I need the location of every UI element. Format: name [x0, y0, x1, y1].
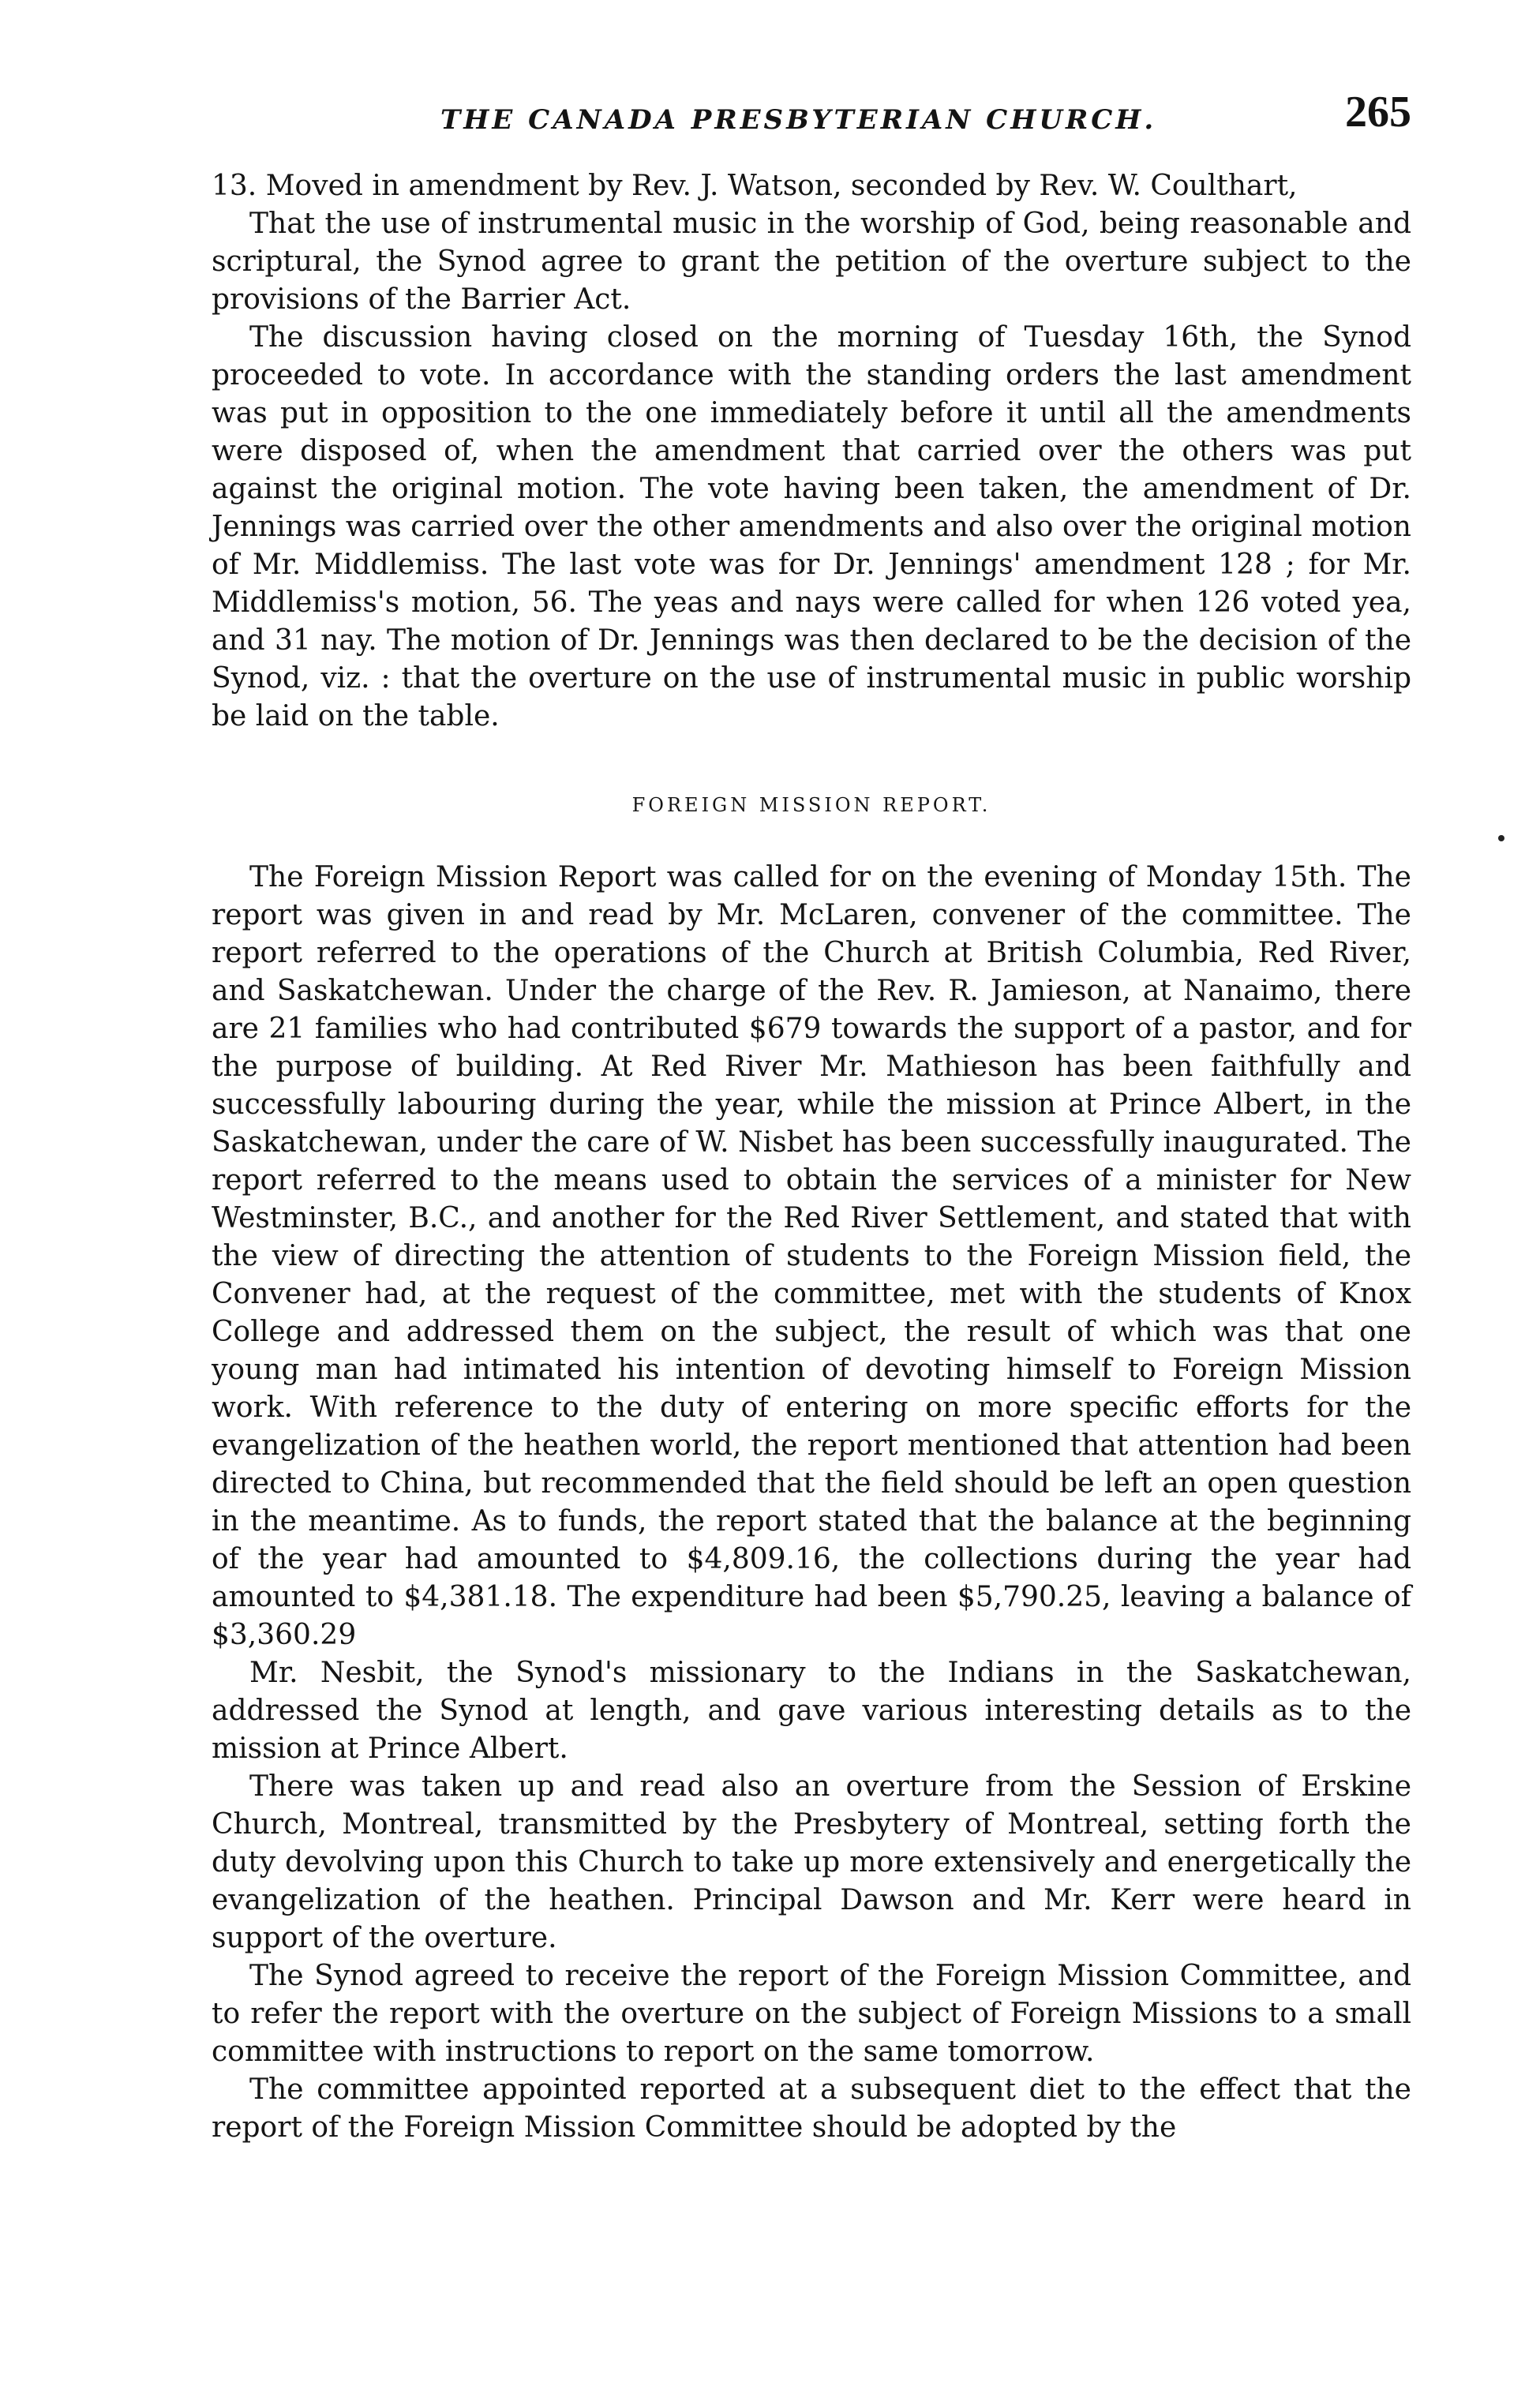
- section-heading: FOREIGN MISSION REPORT.: [631, 794, 991, 816]
- paragraph-synod-agreement: The Synod agreed to receive the report of the Foreign Mission Committee, and to refer the report with the overture on the subject of Foreign Missions to a small committee with instructions to report on the same tomorrow.: [212, 1960, 1411, 2068]
- running-head: [212, 87, 1411, 158]
- paragraph-foreign-mission-report: The Foreign Mission Report was called for on the evening of Monday 15th. The report was given in and read by Mr. McLaren, convener of the committee. The report referred to the operations of the Church at British Columbia, Red River, and Saskatchewan. Under the charge of the Rev. R. Jamieson, at Nanaimo, there are 21 families who had contributed $679 towards the support of a pastor, and for the purpose of building. At Red River Mr. Mathieson has been faithfully and successfully labouring during the year, while the mission at Prince Albert, in the Saskatchewan, under the care of W. Nisbet has been successfully inaugurated. The report referred to the means used to obtain the services of a minister for New Westminster, B.C., and another for the Red River Settlement, and stated that with the view of directing the attention of students to the Foreign Mission field, the Convener had, at the request of the committee, met with the students of Knox College and addressed them on the subject, the result of which was that one young man had intimated his intention of devoting himself to Foreign Mission work. With reference to the duty of entering on more specific efforts for the evangelization of the heathen world, the report mentioned that attention had been directed to China, but recommended that the field should be left an open question in the meantime. As to funds, the report stated that the balance at the beginning of the year had amounted to $4,809.16, the collections during the year had amounted to $4,381.18. The expenditure had been $5,790.25, leaving a balance of $3,360.29: [212, 861, 1411, 1651]
- running-title: THE CANADA PRESBYTERIAN CHURCH.: [440, 104, 1157, 136]
- paragraph-committee-report: The committee appointed reported at a subsequent diet to the effect that the report of the Foreign Mission Committee should be adopted by the: [212, 2073, 1411, 2144]
- paragraph-motion-amendment: 13. Moved in amendment by Rev. J. Watson, seconded by Rev. W. Coulthart,: [212, 170, 1298, 202]
- body-text: [212, 167, 1411, 2147]
- paragraph-vote: The discussion having closed on the morning of Tuesday 16th, the Synod proceeded to vote. In accordance with the standing orders the last amendment was put in opposition to the one immediately before it until all the amendments were disposed of, when the amendment that carried over the others was put against the original motion. The vote having been taken, the amendment of Dr. Jennings was carried over the other amendments and also over the original motion of Mr. Middlemiss. The last vote was for Dr. Jennings' amendment 128 ; for Mr. Middlemiss's motion, 56. The yeas and nays were called for when 126 voted yea, and 31 nay. The motion of Dr. Jennings was then declared to be the decision of the Synod, viz. : that the overture on the use of instrumental music in public worship be laid on the table.: [212, 321, 1411, 732]
- paragraph-erskine-overture: There was taken up and read also an overture from the Session of Erskine Church, Montreal, transmitted by the Presbytery of Montreal, setting forth the duty devolving upon this Church to take up more extensively and energetically the evangelization of the heathen. Principal Dawson and Mr. Kerr were heard in support of the overture.: [212, 1770, 1411, 1954]
- margin-dot: [1498, 835, 1504, 841]
- paragraph-amendment-text: That the use of instrumental music in the worship of God, being reasonable and scriptural, the Synod agree to grant the petition of the overture subject to the provisions of the Barrier Act.: [212, 208, 1411, 316]
- page-number: 265: [1345, 88, 1411, 137]
- paragraph-nesbit-address: Mr. Nesbit, the Synod's missionary to the Indians in the Saskatchewan, addressed the Synod at length, and gave various interesting details as to the mission at Prince Albert.: [212, 1657, 1411, 1765]
- document-page: [212, 0, 1411, 2401]
